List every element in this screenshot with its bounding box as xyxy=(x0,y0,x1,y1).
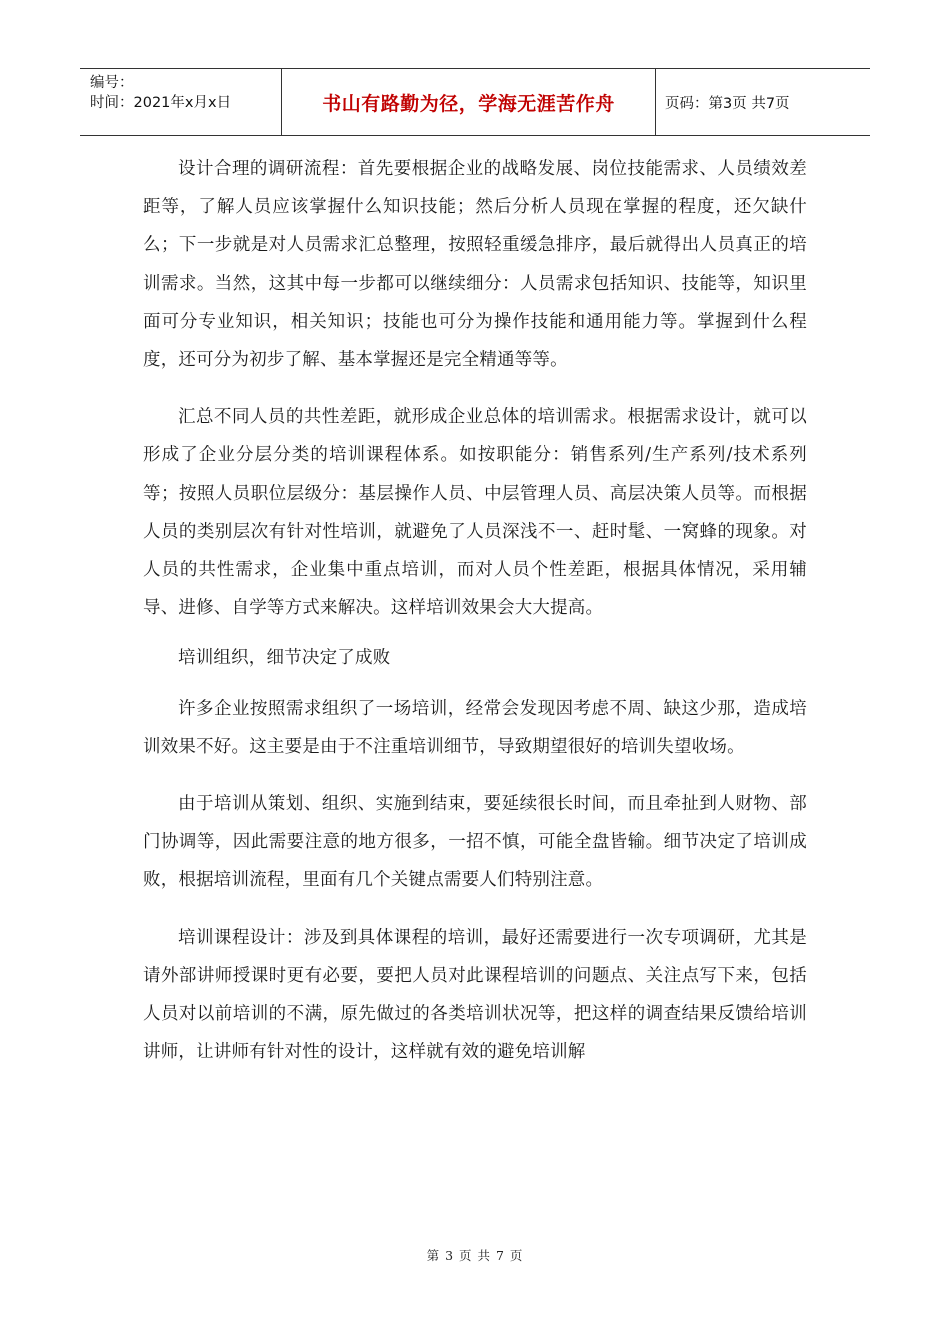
paragraph-common-gaps: 汇总不同人员的共性差距，就形成企业总体的培训需求。根据需求设计，就可以形成了企业分层分类的培训课程体系。如按职能分：销售系列/生产系列/技术系列等；按照人员职位层级分：基层操作人员、中层管理人员、高层决策人员等。而根据人员的类别层次有针对性培训，就避免了人员深浅不一、赶时髦、一窝蜂的现象。对人员的共性需求，企业集中重点培训，而对人员个性差距，根据具体情况，采用辅导、进修、自学等方式来解决。这样培训效果会大大提高。 xyxy=(143,407,807,619)
section-heading-training-organization: 培训组织，细节决定了成败 xyxy=(178,648,391,669)
paragraph-training-issues: 许多企业按照需求组织了一场培训，经常会发现因考虑不周、缺这少那，造成培训效果不好。这主要是由于不注重培训细节，导致期望很好的培训失望收场。 xyxy=(143,698,807,757)
page-footer: 第 3 页 共 7 页 xyxy=(426,1248,524,1263)
header-motto: 书山有路勤为径，学海无涯苦作舟 xyxy=(282,69,656,135)
paragraph-course-design: 培训课程设计：涉及到具体课程的培训，最好还需要进行一次专项调研，尤其是请外部讲师授课时更有必要，要把人员对此课程培训的问题点、关注点写下来，包括人员对以前培训的不满，原先做过的各类培训状况等，把这样的调查结果反馈给培训讲师，让讲师有针对性的设计，这样就有效的避免培训解 xyxy=(143,927,807,1063)
document-body xyxy=(143,150,807,1071)
header-page-info: 页码：第3页 共7页 xyxy=(665,95,790,112)
document-date: 时间：2021年x月x日 xyxy=(90,95,232,111)
header-meta-cell xyxy=(80,69,282,135)
page-header xyxy=(80,68,870,136)
paragraph-training-details: 由于培训从策划、组织、实施到结束，要延续很长时间，而且牵扯到人财物、部门协调等，因此需要注意的地方很多，一招不慎，可能全盘皆输。细节决定了培训成败，根据培训流程，里面有几个关键点需要人们特别注意。 xyxy=(143,794,807,891)
document-number-label: 编号： xyxy=(90,75,134,91)
paragraph-research-process: 设计合理的调研流程：首先要根据企业的战略发展、岗位技能需求、人员绩效差距等，了解人员应该掌握什么知识技能；然后分析人员现在掌握的程度，还欠缺什么；下一步就是对人员需求汇总整理，按照轻重缓急排序，最后就得出人员真正的培训需求。当然，这其中每一步都可以继续细分：人员需求包括知识、技能等，知识里面可分专业知识，相关知识；技能也可分为操作技能和通用能力等。掌握到什么程度，还可分为初步了解、基本掌握还是完全精通等等。 xyxy=(143,159,807,371)
